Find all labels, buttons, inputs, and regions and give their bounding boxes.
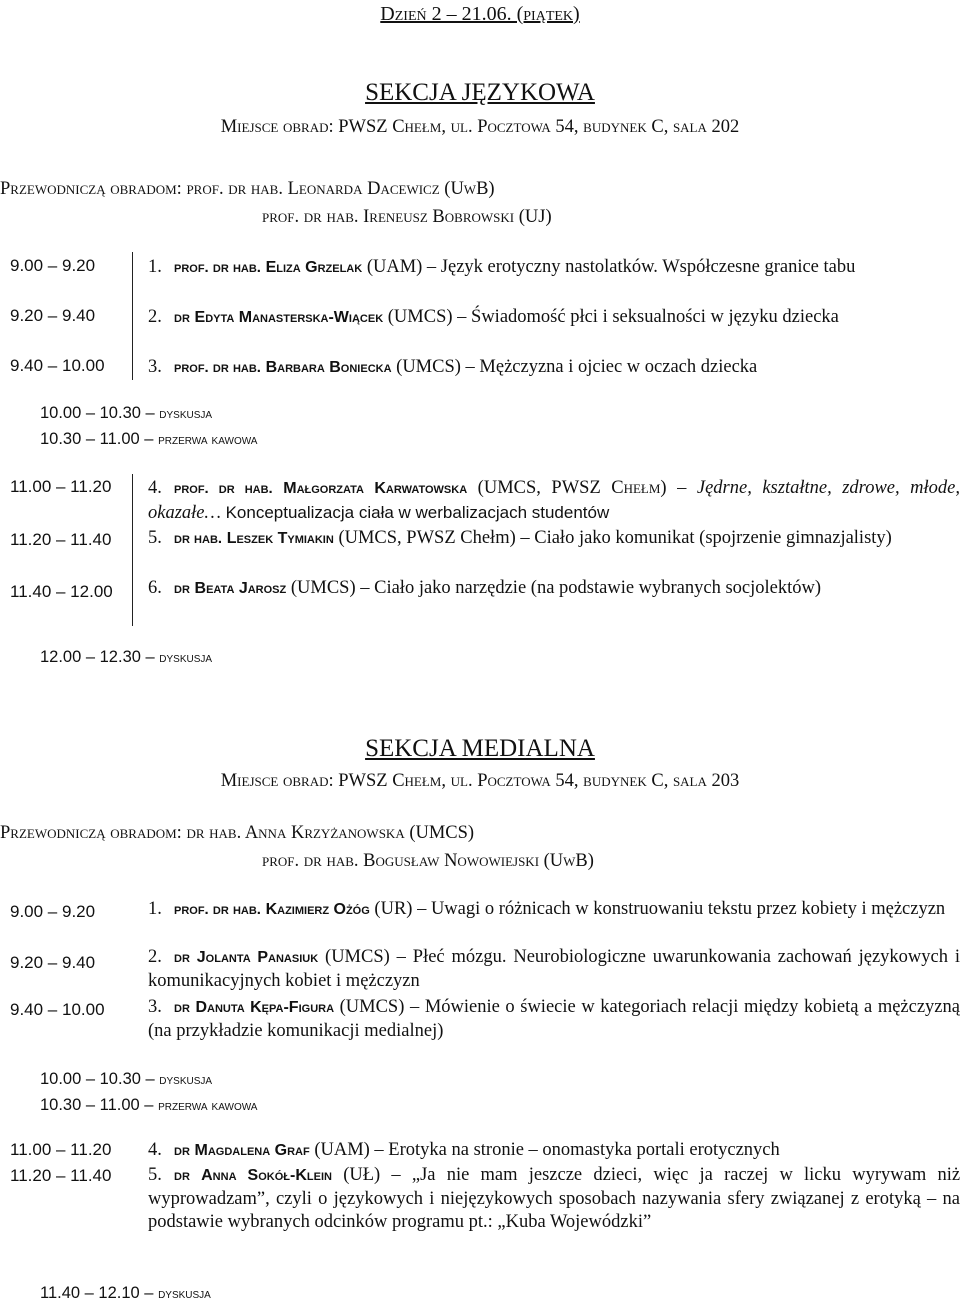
talk-speaker: Leszek Tymiakin [226,530,334,547]
talk-quote: Jędrne, kształtne, zdrowe, młode, okazałe… [148,478,960,523]
break-time: 10.00 – 10.30 – [40,1070,155,1088]
section-place: Miejsce obrad: PWSZ Chełm, ul. Pocztowa 54, budynek C, sala 202 [220,117,740,137]
break-label: dyskusja [159,1072,213,1088]
talk-title: (UŁ) – „Ja nie mam jeszcze dzieci, więc ja raczej w licku wyrywam niż wyprowadzam”, czyli o językowych i niejęzykowych sposobach nazywania sfery związanej z erotyką – na podstawie wybranych odcinków programu pt.: „Kuba Wojewódzki” [148,1165,960,1232]
talk-degree: dr [174,949,190,966]
time-divider [132,252,133,380]
talk-speaker: Anna Sokół-Klein [201,1167,332,1184]
talk-number: 5. [148,1165,162,1185]
talk-time: 9.00 – 9.20 [10,902,96,921]
chair-person-2: prof. dr hab. Ireneusz Bobrowski (UJ) [262,207,552,227]
talk-title: Konceptualizacja ciała w werbalizacjach studentów [225,502,610,522]
chair-label: Przewodniczą obradom: [0,823,182,843]
talk-speaker: Kazimierz Ożóg [265,901,370,918]
talk-degree: dr [174,1142,190,1159]
talk-degree: dr [174,999,190,1016]
section-place: Miejsce obrad: PWSZ Chełm, ul. Pocztowa 54, budynek C, sala 203 [220,771,740,791]
talk-affiliation: (UMCS, PWSZ Chełm) – [477,478,687,498]
talk-number: 1. [148,257,162,277]
talk-item [148,946,960,993]
break-time: 12.00 – 12.30 – [40,648,155,666]
talk-number: 3. [148,997,162,1017]
talk-speaker: Beata Jarosz [194,580,287,597]
talk-time: 9.20 – 9.40 [10,306,96,325]
talk-number: 4. [148,478,162,498]
chair-person-2: prof. dr hab. Bogusław Nowowiejski (UwB) [262,851,594,871]
section-title: SEKCJA JĘZYKOWA [365,79,595,106]
talk-speaker: Magdalena Graf [194,1142,310,1159]
talk-item [148,577,960,601]
break-discussion [40,1284,211,1304]
talk-speaker: Barbara Boniecka [265,359,392,376]
talk-title: (UMCS, PWSZ Chełm) – Ciało jako komunikat (spojrzenie gimnazjalisty) [338,528,892,548]
talk-degree: prof. dr hab. [174,259,261,276]
break-time: 10.00 – 10.30 – [40,404,155,422]
chair-person-1: dr hab. Anna Krzyżanowska (UMCS) [186,823,475,843]
talk-speaker: Jolanta Panasiuk [196,949,319,966]
break-discussion [40,404,212,424]
break-discussion [40,648,212,668]
talk-item [148,256,960,280]
talk-title: (UMCS) – Świadomość płci i seksualności w języku dziecka [387,307,839,327]
talk-degree: dr hab. [174,530,223,547]
talk-time: 9.00 – 9.20 [10,256,96,275]
talk-degree: dr [174,580,190,597]
talk-time: 11.40 – 12.00 [10,582,113,601]
talk-degree: dr [174,1167,190,1184]
talk-time: 11.00 – 11.20 [10,1140,112,1159]
talk-item [148,996,960,1043]
talk-title: (UAM) – Język erotyczny nastolatków. Współczesne granice tabu [366,257,856,277]
talk-title: (UMCS) – Mężczyzna i ojciec w oczach dziecka [396,357,758,377]
talk-degree: prof. dr hab. [174,480,273,497]
break-label: dyskusja [159,650,213,666]
talk-title: (UR) – Uwagi o różnicach w konstruowaniu tekstu przez kobiety i mężczyzn [374,899,946,919]
talk-title: (UMCS) – Mówienie o świecie w kategoriach relacji między kobietą a mężczyzną (na przykładzie komunikacji medialnej) [148,997,960,1041]
talk-degree: dr [174,309,190,326]
break-coffee [40,430,257,450]
talk-number: 5. [148,528,162,548]
talk-number: 6. [148,578,162,598]
break-label: dyskusja [159,406,213,422]
break-time: 11.40 – 12.10 – [40,1284,154,1302]
talk-time: 9.40 – 10.00 [10,1000,105,1019]
talk-time: 9.20 – 9.40 [10,953,96,972]
talk-item [148,306,960,330]
talk-time: 11.20 – 11.40 [10,530,112,549]
talk-number: 3. [148,357,162,377]
break-discussion [40,1070,212,1090]
talk-title: (UMCS) – Płeć mózgu. Neurobiologiczne uwarunkowania zachowań językowych i komunikacyjnych kobiet i mężczyzn [148,947,960,991]
chair-line-1 [0,822,474,844]
talk-time: 11.00 – 11.20 [10,477,112,496]
talk-item [148,898,960,922]
talk-title: (UMCS) – Ciało jako narzędzie (na podstawie wybranych socjolektów) [290,578,822,598]
talk-time: 11.20 – 11.40 [10,1166,112,1185]
break-label: przerwa kawowa [158,432,258,448]
talk-item [148,527,960,551]
talk-speaker: Danuta Kępa-Figura [195,999,335,1016]
talk-speaker: Eliza Grzelak [265,259,363,276]
talk-item [148,1164,960,1235]
talk-degree: prof. dr hab. [174,359,261,376]
talk-degree: prof. dr hab. [174,901,261,918]
chair-label: Przewodniczą obradom: [0,179,182,199]
break-time: 10.30 – 11.00 – [40,1096,154,1114]
chair-person-1: prof. dr hab. Leonarda Dacewicz (UwB) [186,179,495,199]
chair-line-1 [0,178,495,200]
day-title: Dzień 2 – 21.06. (piątek) [380,3,580,25]
talk-speaker: Edyta Manasterska-Wiącek [194,309,384,326]
talk-item [148,1139,960,1163]
talk-title: (UAM) – Erotyka na stronie – onomastyka portali erotycznych [314,1140,780,1160]
time-divider [132,474,133,626]
talk-number: 1. [148,899,162,919]
talk-number: 2. [148,947,162,967]
break-label: przerwa kawowa [158,1098,258,1114]
break-label: dyskusja [158,1286,211,1302]
talk-number: 2. [148,307,162,327]
break-coffee [40,1096,257,1116]
section-title: SEKCJA MEDIALNA [365,735,595,762]
talk-time: 9.40 – 10.00 [10,356,105,375]
break-time: 10.30 – 11.00 – [40,430,154,448]
talk-number: 4. [148,1140,162,1160]
talk-speaker: Małgorzata Karwatowska [283,480,468,497]
talk-item [148,356,960,380]
talk-item [148,477,960,525]
